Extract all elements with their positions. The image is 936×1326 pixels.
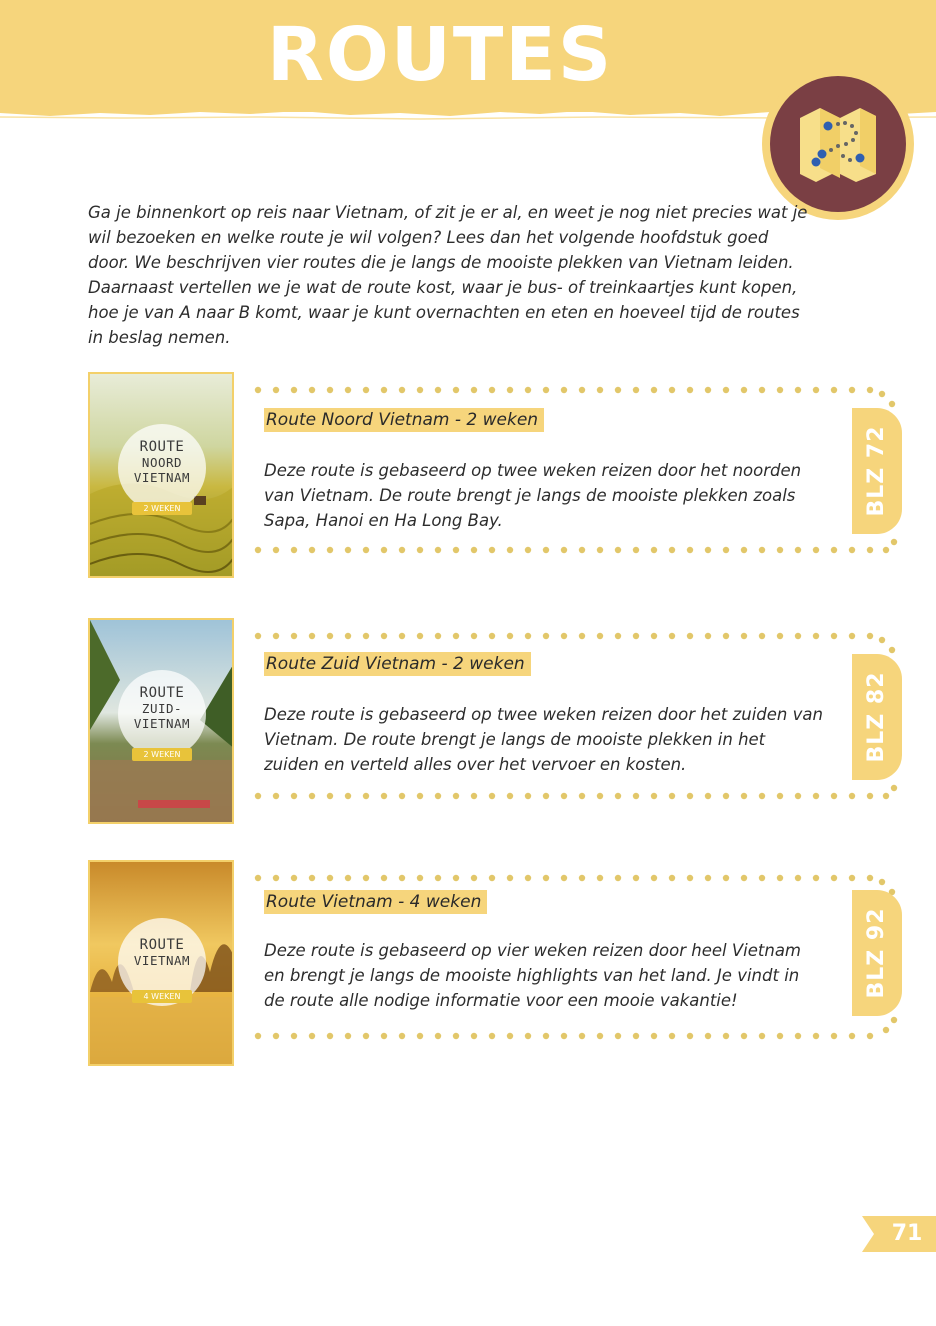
page-reference-tab[interactable] [852,890,902,1016]
page-reference-tab[interactable] [852,654,902,780]
page-title: ROUTES [266,12,614,98]
page-reference-tab[interactable] [852,408,902,534]
route-description: Deze route is gebaseerd op twee weken reizen door het zuiden van Vietnam. De route brengt je langs de mooiste plekken in het zuiden en verteld alles over het vervoer en kosten. [264,705,823,774]
page-reference-label: BLZ 72 [864,425,889,517]
cover-route-noord[interactable] [88,372,234,578]
folded-map-icon [798,106,878,182]
page-reference-label: BLZ 92 [864,907,889,999]
page-number: 71 [891,1221,923,1246]
cover-duration-badge: 2 WEKEN [132,748,192,761]
route-card-noord[interactable] [88,372,908,582]
cover-line: VIETNAM [133,953,191,968]
cover-line: ROUTE [139,685,185,701]
map-badge [762,68,914,220]
cover-line: VIETNAM [133,716,191,731]
cover-line: ZUID- [141,701,183,716]
cover-route-zuid[interactable] [88,618,234,824]
map-badge-circle [770,76,906,212]
intro-paragraph: Ga je binnenkort op reis naar Vietnam, of zit je er al, en weet je nog niet precies wat je wil bezoeken en welke route je wil volgen? Lees dan het volgende hoofdstuk goed door. We beschrijven vier routes die je langs de mooiste plekken van Vietnam leiden. Daarnaast vertellen we je wat de route kost, waar je bus- of treinkaartjes kunt kopen, hoe je van A naar B komt, waar je kunt overnachten en eten en hoeveel tijd de routes in beslag nemen. [88,203,808,347]
cover-duration-badge: 2 WEKEN [132,502,192,515]
route-card-vietnam[interactable] [88,860,908,1070]
route-description: Deze route is gebaseerd op twee weken reizen door het noorden van Vietnam. De route brengt je langs de mooiste plekken zoals Sapa, Hanoi en Ha Long Bay. [264,461,802,530]
route-card-zuid[interactable] [88,618,908,828]
cover-route-vietnam[interactable] [88,860,234,1066]
cover-line: ROUTE [139,439,185,455]
cover-line: VIETNAM [133,470,191,485]
route-title: Route Vietnam - 4 weken [264,890,487,914]
route-description: Deze route is gebaseerd op vier weken reizen door heel Vietnam en brengt je langs de mooiste highlights van het land. Je vindt in de route alle nodige informatie voor een mooie vakantie! [264,941,801,1010]
cover-title-circle [118,424,206,512]
cover-duration-badge: 4 WEKEN [132,990,192,1003]
page-reference-label: BLZ 82 [864,671,889,763]
cover-line: ROUTE [139,937,185,953]
cover-line: NOORD [141,455,183,470]
route-title: Route Zuid Vietnam - 2 weken [264,652,531,676]
cover-title-circle [118,670,206,758]
route-title: Route Noord Vietnam - 2 weken [264,408,544,432]
